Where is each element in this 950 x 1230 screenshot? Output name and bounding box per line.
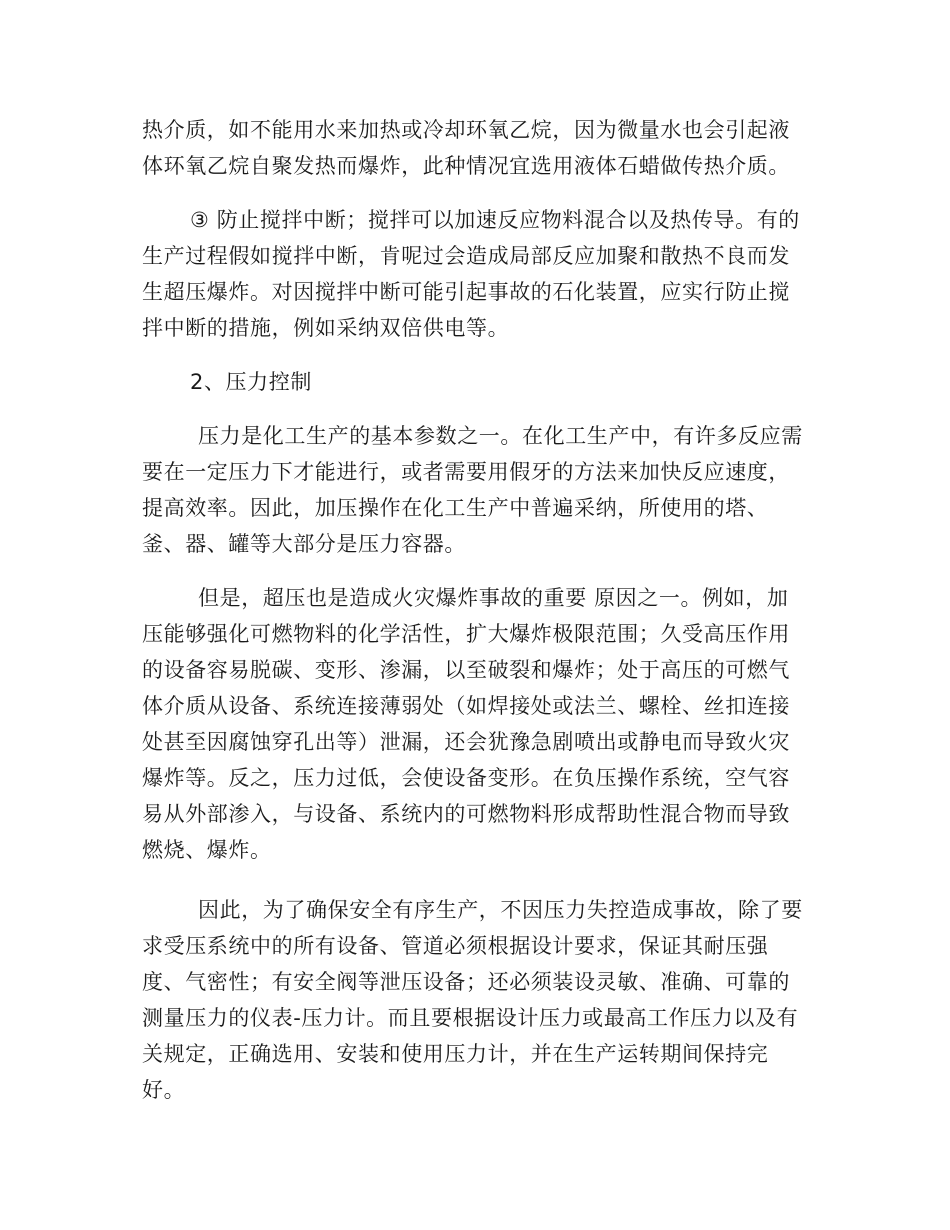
text-line: 釜、器、罐等大部分是压力容器。	[142, 532, 466, 556]
section-heading: 2、压力控制	[190, 370, 312, 394]
text-line: 要在一定压力下才能进行，或者需要用假牙的方法来加快反应速度，	[142, 460, 790, 484]
text-line: 燃烧、爆炸。	[142, 838, 272, 862]
text-line: 的设备容易脱碳、变形、渗漏，以至破裂和爆炸；处于高压的可燃气	[142, 658, 790, 682]
text-line: 压力是化工生产的基本参数之一。在化工生产中，有许多反应需	[198, 424, 803, 448]
text-line: 生产过程假如搅拌中断，肯呢过会造成局部反应加聚和散热不良而发	[142, 244, 790, 268]
text-line: 压能够强化可燃物料的化学活性，扩大爆炸极限范围；久受高压作用	[142, 622, 790, 646]
text-line: 爆炸等。反之，压力过低，会使设备变形。在负压操作系统，空气容	[142, 766, 790, 790]
text-line: 但是，超压也是造成火灾爆炸事故的重要 原因之一。例如，加	[198, 586, 789, 610]
text-line: 因此，为了确保安全有序生产，不因压力失控造成事故，除了要	[198, 898, 803, 922]
text-line: 拌中断的措施，例如采纳双倍供电等。	[142, 316, 510, 340]
text-line: ③ 防止搅拌中断；搅拌可以加速反应物料混合以及热传导。有的	[190, 208, 800, 232]
text-line: 体环氧乙烷自聚发热而爆炸，此种情况宜选用液体石蜡做传热介质。	[142, 154, 790, 178]
text-line: 易从外部渗入，与设备、系统内的可燃物料形成帮助性混合物而导致	[142, 802, 790, 826]
text-line: 热介质，如不能用水来加热或冷却环氧乙烷，因为微量水也会引起液	[142, 118, 790, 142]
text-line: 关规定，正确选用、安装和使用压力计，并在生产运转期间保持完	[142, 1042, 769, 1066]
text-line: 好。	[142, 1078, 186, 1102]
text-line: 提高效率。因此，加压操作在化工生产中普遍采纳，所使用的塔、	[142, 496, 769, 520]
text-line: 体介质从设备、系统连接薄弱处（如焊接处或法兰、螺栓、丝扣连接	[142, 694, 790, 718]
text-line: 处甚至因腐蚀穿孔出等）泄漏，还会犹豫急剧喷出或静电而导致火灾	[142, 730, 790, 754]
text-line: 测量压力的仪表-压力计。而且要根据设计压力或最高工作压力以及有	[142, 1006, 799, 1030]
text-line: 求受压系统中的所有设备、管道必须根据设计要求，保证其耐压强	[142, 934, 769, 958]
text-line: 生超压爆炸。对因搅拌中断可能引起事故的石化装置，应实行防止搅	[142, 280, 790, 304]
text-line: 度、气密性；有安全阀等泄压设备；还必须装设灵敏、准确、可靠的	[142, 970, 790, 994]
